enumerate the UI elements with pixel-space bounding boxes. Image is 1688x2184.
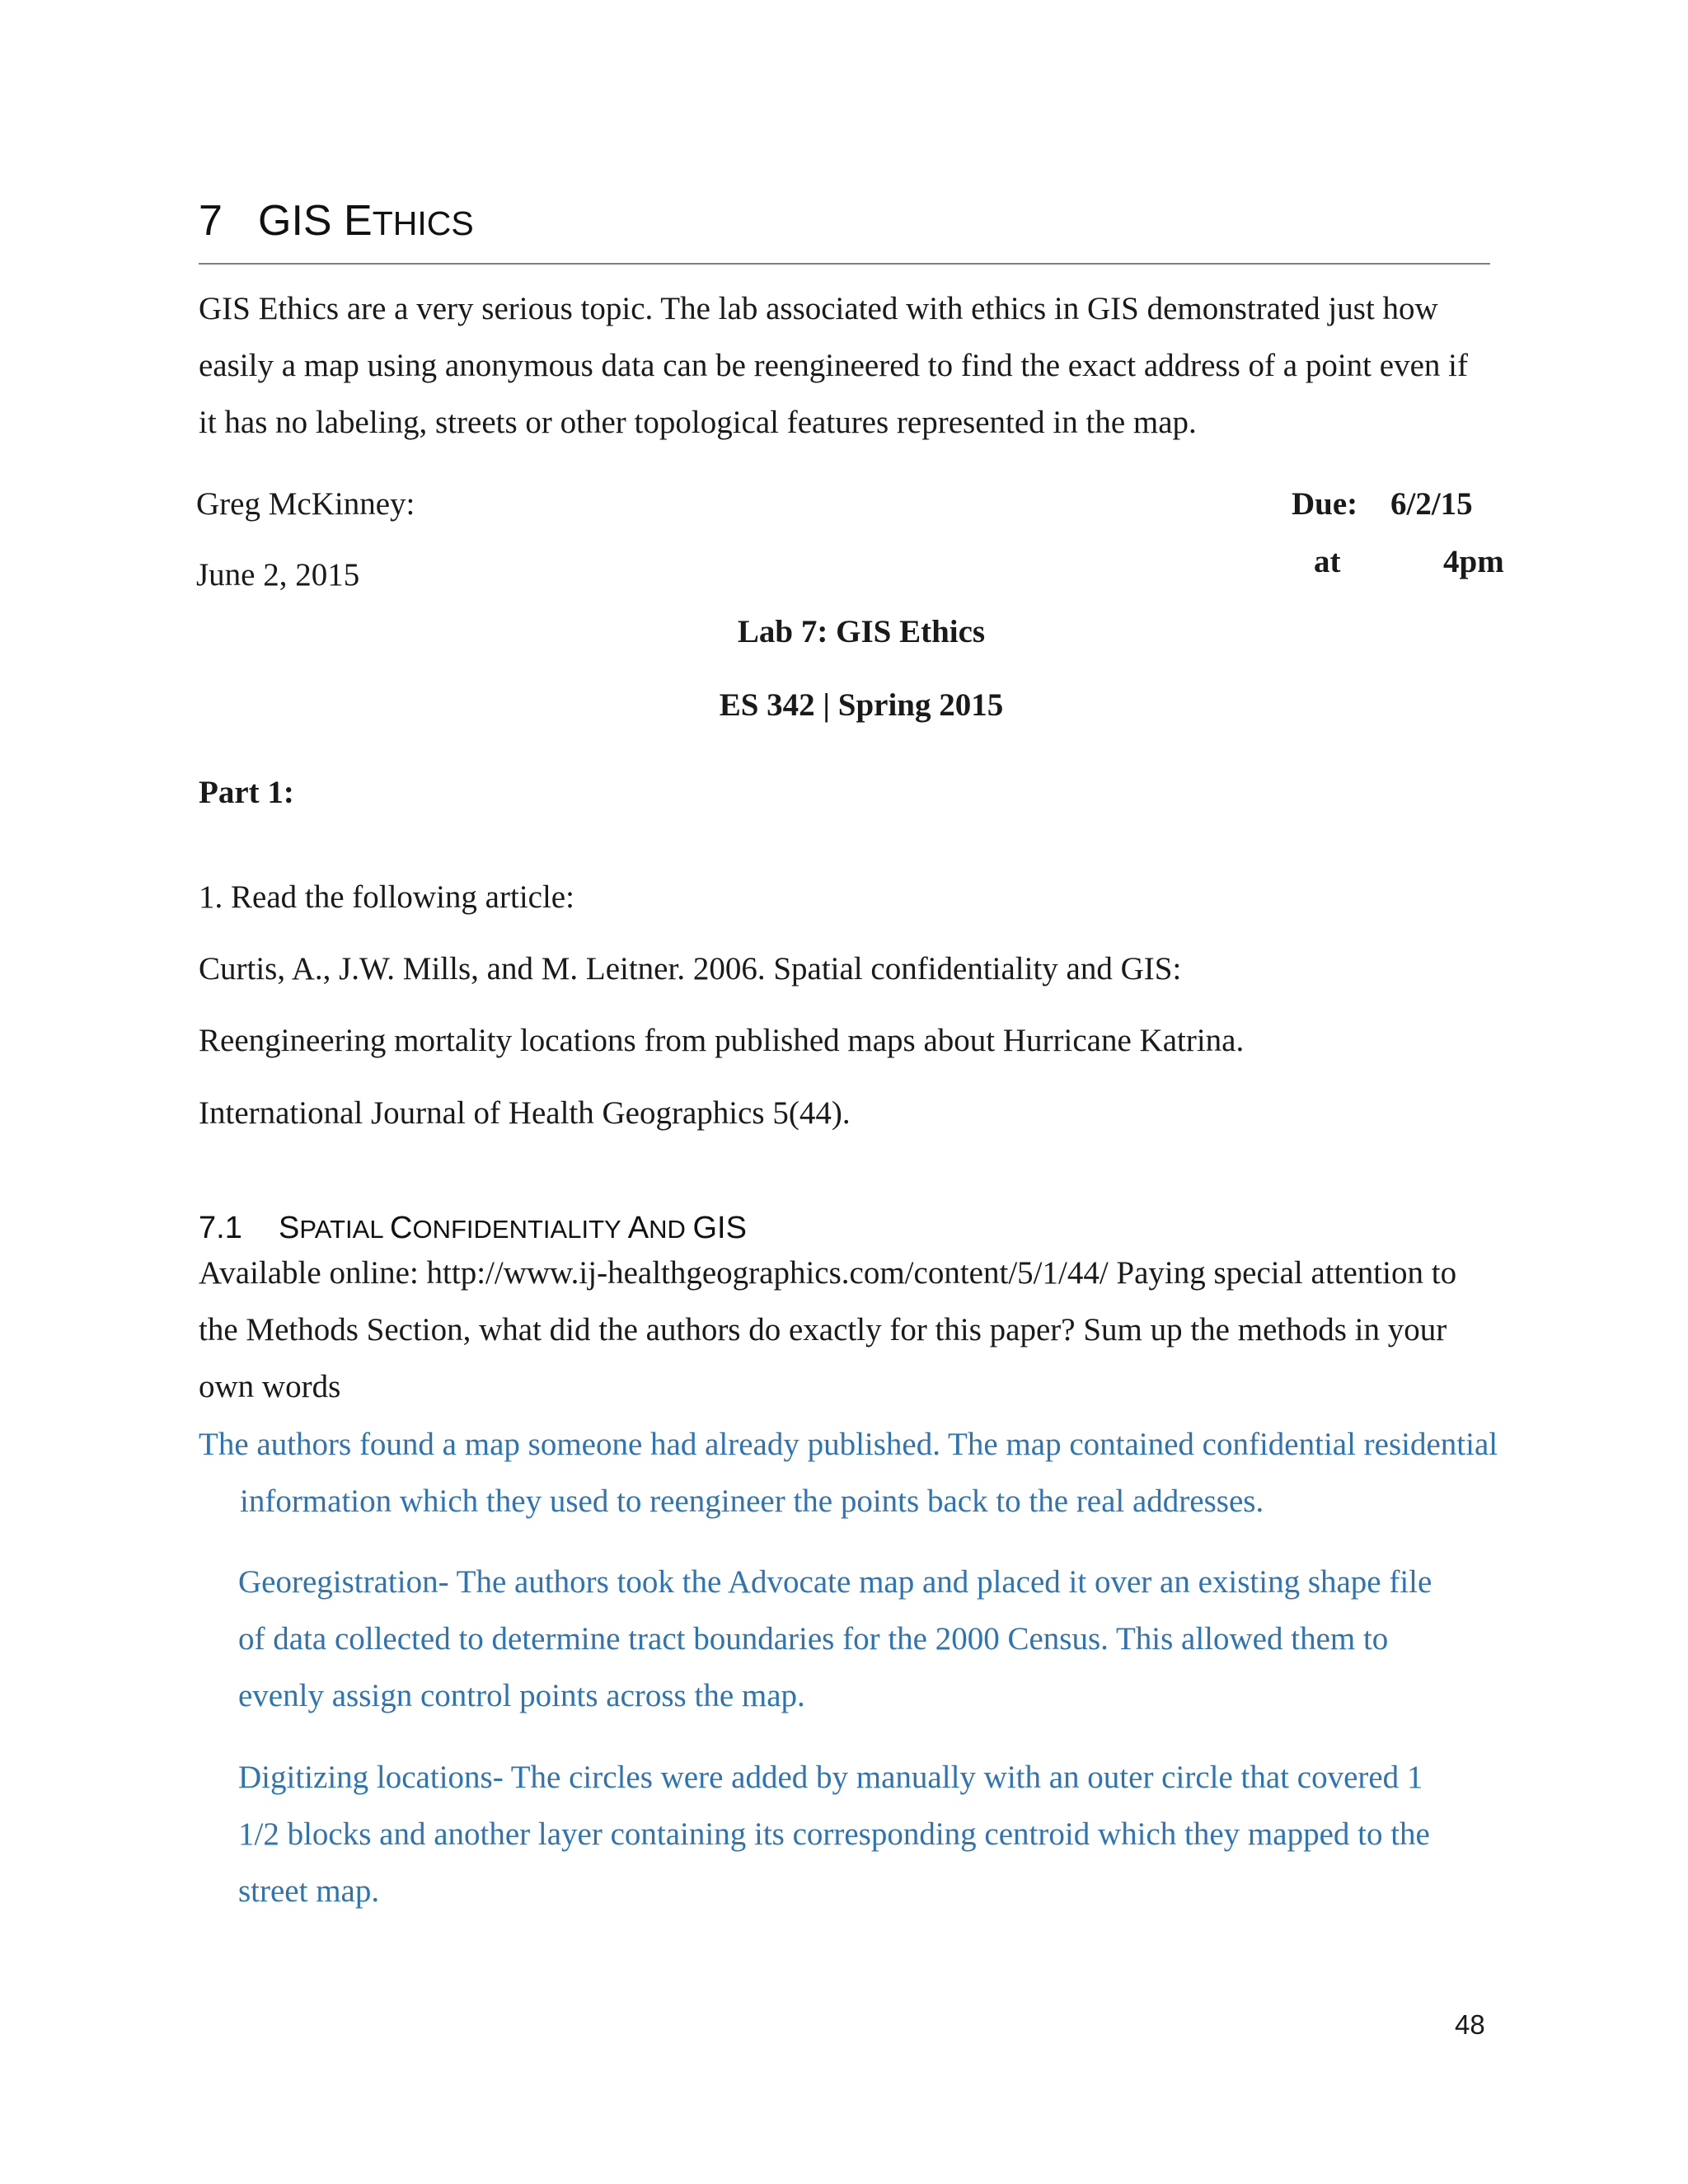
heading-divider xyxy=(199,263,1490,265)
section-title-part: A xyxy=(627,1211,649,1245)
section-number: 7.1 xyxy=(199,1211,242,1245)
due-date: 6/2/15 xyxy=(1390,486,1473,522)
answer-georegistration: Georegistration- The authors took the Advocate map and placed it over an existing shape file of data collected to determine tract boundaries for the 2000 Census. This allowed them to evenly assign control points across the map. xyxy=(238,1564,1432,1713)
due-label: Due: xyxy=(1292,486,1358,522)
lab-title: Lab 7: GIS Ethics xyxy=(737,614,986,649)
citation-line: International Journal of Health Geographics 5(44). xyxy=(199,1095,851,1131)
question-paragraph: Available online: http://www.ij-healthgeographics.com/content/5/1/44/ Paying special attention to the Methods Section, what did the authors do exactly for this paper? Sum up the methods in your own words xyxy=(199,1255,1457,1404)
part-label: Part 1: xyxy=(199,775,294,810)
section-title-part: C xyxy=(390,1211,413,1245)
citation-line: Reengineering mortality locations from published maps about Hurricane Katrina. xyxy=(199,1023,1245,1058)
chapter-title-rest: THICS xyxy=(372,204,474,242)
section-title-part: S xyxy=(279,1211,300,1245)
chapter-heading xyxy=(199,197,474,245)
section-title-part: ONFIDENTIALITY xyxy=(412,1215,628,1244)
answer-summary: The authors found a map someone had already published. The map contained confidential residential information which they used to reengineer the points back to the real addresses. xyxy=(199,1427,1498,1519)
intro-paragraph: GIS Ethics are a very serious topic. The lab associated with ethics in GIS demonstrated just how easily a map using anonymous data can be reengineered to find the exact address of a point even if it has no labeling, streets or other topological features represented in the map. xyxy=(199,291,1468,440)
submission-date: June 2, 2015 xyxy=(196,557,360,593)
citation-line: Curtis, A., J.W. Mills, and M. Leitner. 2006. Spatial confidentiality and GIS: xyxy=(199,951,1182,987)
section-heading xyxy=(199,1212,747,1244)
author-name: Greg McKinney: xyxy=(196,486,415,522)
chapter-title-first: GIS E xyxy=(258,197,373,245)
due-at-label: at xyxy=(1314,544,1341,579)
section-title-part: GIS xyxy=(692,1211,747,1245)
reading-step: 1. Read the following article: xyxy=(199,879,574,915)
section-title-part: PATIAL xyxy=(299,1215,391,1244)
due-time: 4pm xyxy=(1443,544,1504,579)
answer-digitizing: Digitizing locations- The circles were added by manually with an outer circle that covered 1 1/2 blocks and another layer containing its corresponding centroid which they mapped to the street map. xyxy=(238,1760,1430,1909)
course-title: ES 342 | Spring 2015 xyxy=(719,687,1004,723)
chapter-number: 7 xyxy=(199,197,223,245)
page-number: 48 xyxy=(1455,2009,1485,2040)
section-title-part: ND xyxy=(649,1215,693,1244)
